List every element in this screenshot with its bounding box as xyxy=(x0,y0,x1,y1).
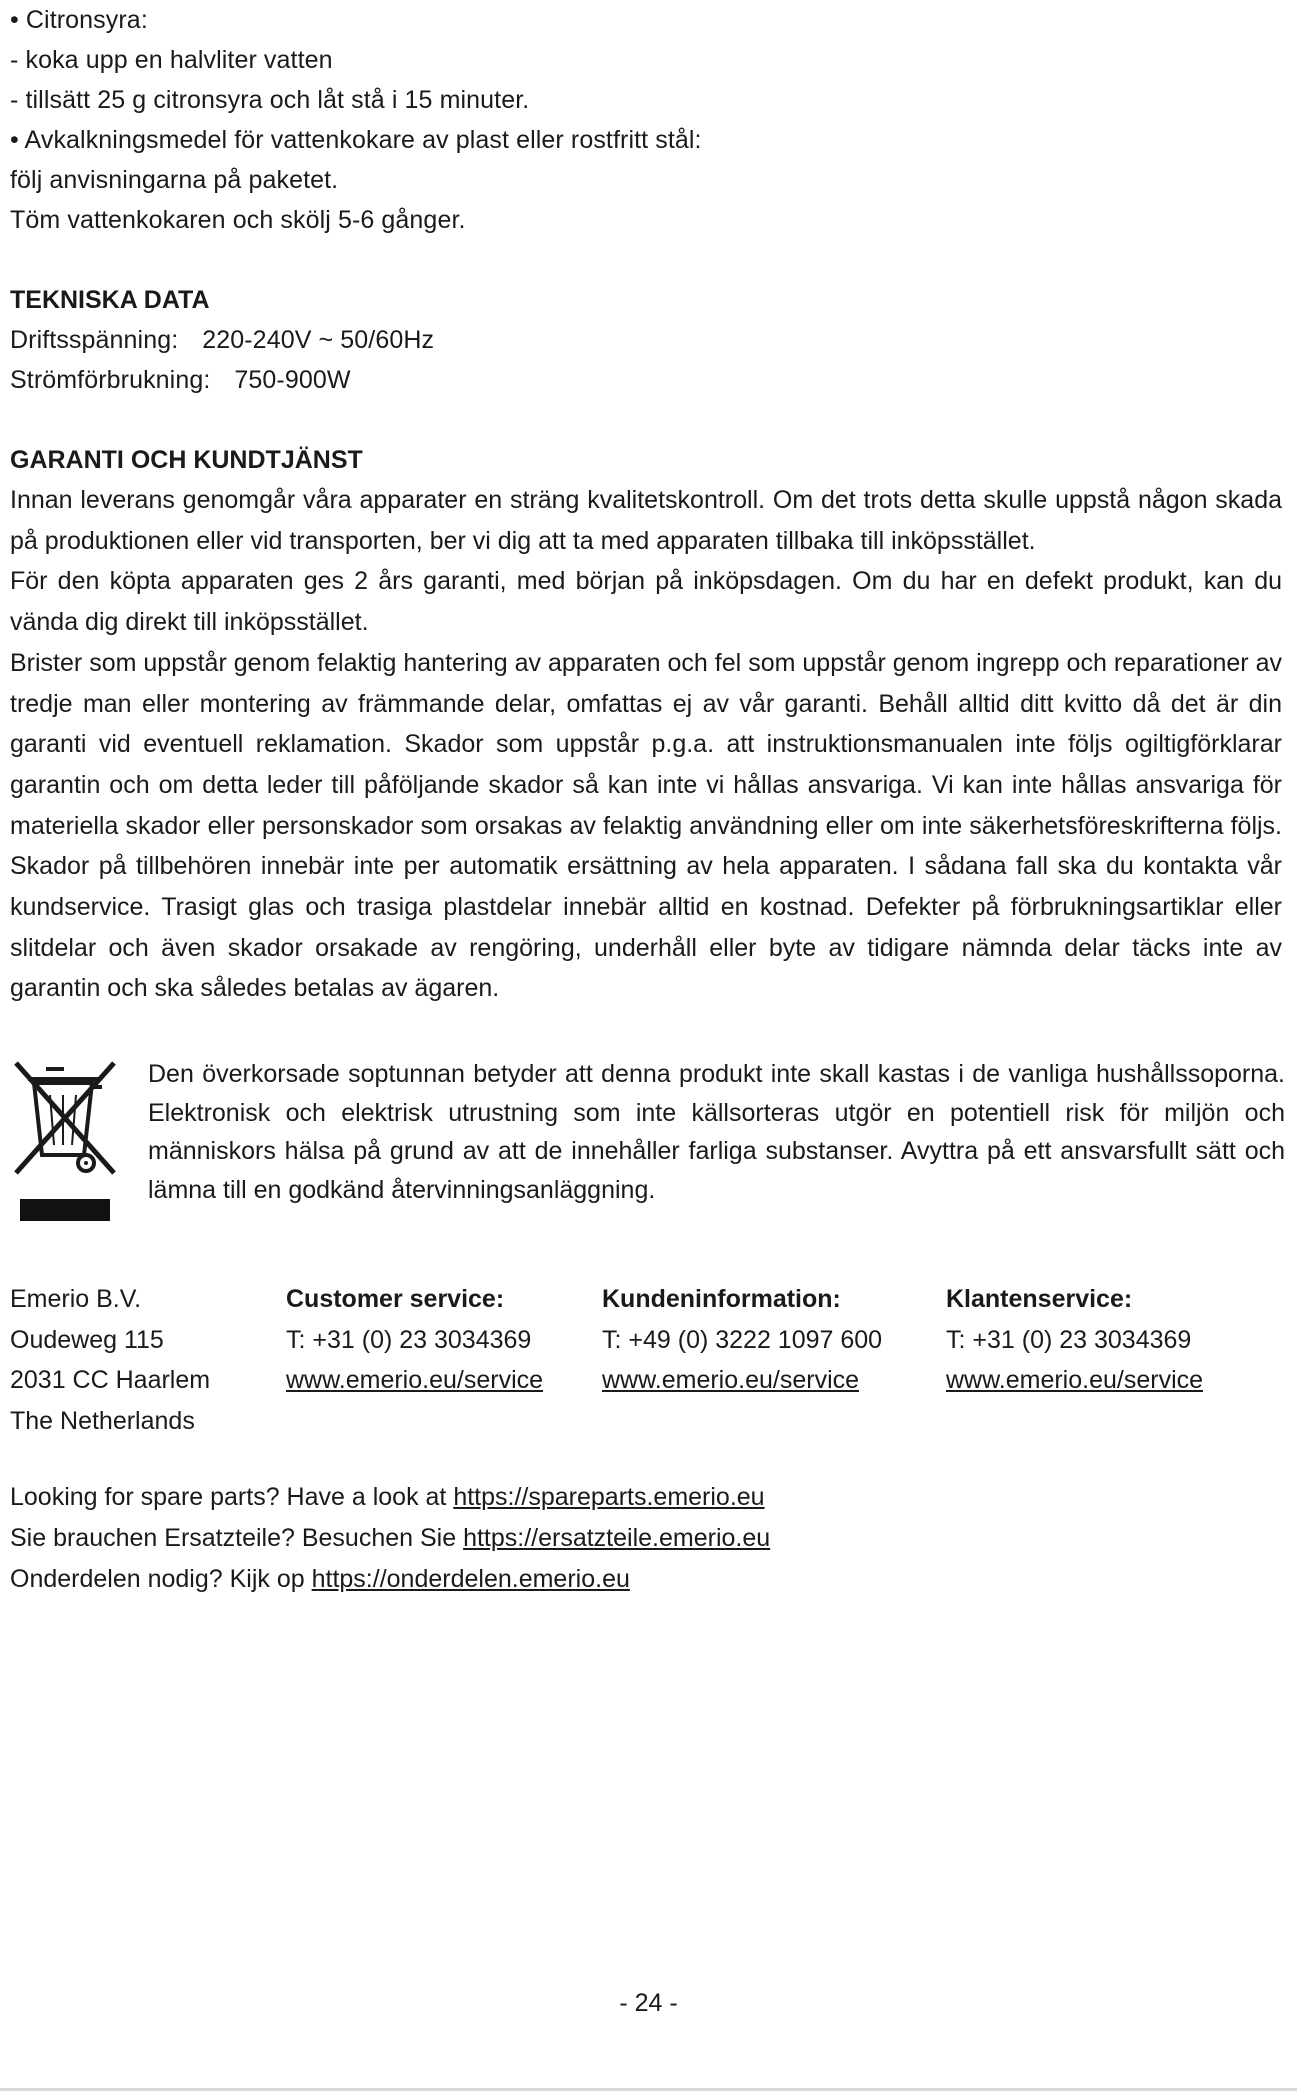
warranty-paragraph-2: För den köpta apparaten ges 2 års garanti, med början på inköpsdagen. Om du har en defekt produkt, kan du vända dig direkt till inköpsstället. xyxy=(10,567,1282,637)
spare-parts-section xyxy=(10,1477,1285,1600)
company-name: Emerio B.V. xyxy=(10,1285,142,1314)
spacer xyxy=(10,240,1285,280)
contact-grid xyxy=(10,1279,1285,1441)
voltage-label: Driftsspänning: xyxy=(10,326,179,354)
voltage-value: 220-240V ~ 50/60Hz xyxy=(202,326,435,354)
voltage-row xyxy=(10,320,1285,360)
warranty-section xyxy=(10,440,1285,1009)
weee-text: Den överkorsade soptunnan betyder att denna produkt inte skall kastas i de vanliga hushållssoporna. Elektronisk och elektrisk utrustning som inte källsorteras utgör en potentiell risk för miljön och människors hälsa på grund av att de innehåller farliga substanser. Avyttra på ett ansvarsfullt sätt och lämna till en godkänd återvinningsanläggning. xyxy=(148,1060,1285,1204)
kundeninformation-title: Kundeninformation: xyxy=(602,1285,841,1314)
klantenservice-link[interactable]: www.emerio.eu/service xyxy=(946,1366,1204,1395)
customer-service-column xyxy=(286,1279,602,1441)
kundeninformation-column xyxy=(602,1279,946,1441)
customer-service-title: Customer service: xyxy=(286,1285,505,1314)
descaling-line: • Avkalkningsmedel för vattenkokare av plast eller rostfritt stål: xyxy=(10,126,702,154)
power-label: Strömförbrukning: xyxy=(10,366,211,394)
bottom-divider xyxy=(0,2088,1297,2091)
descaling-line: • Citronsyra: xyxy=(10,6,148,34)
descaling-section xyxy=(10,0,1285,240)
weee-notice xyxy=(10,1055,1285,1227)
company-city: 2031 CC Haarlem xyxy=(10,1366,211,1395)
warranty-paragraph-1: Innan leverans genomgår våra apparater en sträng kvalitetskontroll. Om det trots detta skulle uppstå någon skada på produktionen eller vid transporten, ber vi dig att ta med apparaten tillbaka till inköpsstället. xyxy=(10,486,1282,555)
spare-parts-en-link[interactable]: https://spareparts.emerio.eu xyxy=(453,1483,765,1512)
technical-data-section xyxy=(10,280,1285,400)
descaling-line: följ anvisningarna på paketet. xyxy=(10,166,339,194)
descaling-line: - koka upp en halvliter vatten xyxy=(10,46,333,74)
descaling-line: Töm vattenkokaren och skölj 5-6 gånger. xyxy=(10,206,466,234)
klantenservice-title: Klantenservice: xyxy=(946,1285,1133,1314)
spare-parts-nl xyxy=(10,1559,1285,1600)
klantenservice-column xyxy=(946,1279,1286,1441)
spare-parts-nl-link[interactable]: https://onderdelen.emerio.eu xyxy=(311,1565,630,1594)
company-address xyxy=(10,1279,286,1441)
customer-service-phone: T: +31 (0) 23 3034369 xyxy=(286,1325,532,1354)
spare-parts-en-text: Looking for spare parts? Have a look at xyxy=(10,1483,454,1512)
spare-parts-de-text: Sie brauchen Ersatzteile? Besuchen Sie xyxy=(10,1524,464,1553)
warranty-heading: GARANTI OCH KUNDTJÄNST xyxy=(10,446,363,474)
klantenservice-phone: T: +31 (0) 23 3034369 xyxy=(946,1325,1192,1354)
spare-parts-de-link[interactable]: https://ersatzteile.emerio.eu xyxy=(463,1524,771,1553)
kundeninformation-link[interactable]: www.emerio.eu/service xyxy=(602,1366,860,1395)
crossed-out-wheelie-bin-icon xyxy=(10,1055,120,1227)
spacer xyxy=(10,400,1285,440)
spare-parts-en xyxy=(10,1477,1285,1518)
technical-data-heading: TEKNISKA DATA xyxy=(10,286,210,314)
company-country: The Netherlands xyxy=(10,1406,195,1435)
power-value: 750-900W xyxy=(234,366,351,394)
descaling-line: - tillsätt 25 g citronsyra och låt stå i 15 minuter. xyxy=(10,86,530,114)
kundeninformation-phone: T: +49 (0) 3222 1097 600 xyxy=(602,1325,883,1354)
spare-parts-nl-text: Onderdelen nodig? Kijk op xyxy=(10,1565,312,1594)
power-row xyxy=(10,360,1285,400)
spare-parts-de xyxy=(10,1518,1285,1559)
company-street: Oudeweg 115 xyxy=(10,1325,164,1354)
document-page xyxy=(10,0,1285,1600)
warranty-paragraph-3: Brister som uppstår genom felaktig hantering av apparaten och fel som uppstår genom ingrepp och reparationer av tredje man eller montering av främmande delar, omfattas ej av vår garanti. Behåll alltid ditt kvitto då det är din garanti vid eventuell reklamation. Skador som uppstår p.g.a. att instruktionsmanualen inte följs ogiltigförklarar garantin och om detta leder till påföljande skador så kan inte vi hållas ansvariga. Vi kan inte hållas ansvariga för materiella skador eller personskador som orsakas av felaktig användning eller om inte säkerhetsföreskrifterna följs. Skador på tillbehören innebär inte per automatik ersättning av hela apparaten. I sådana fall ska du kontakta vår kundservice. Trasigt glas och trasiga plastdelar innebär alltid en kostnad. Defekter på förbrukningsartiklar eller slitdelar och även skador orsakade av rengöring, underhåll eller byte av tidigare nämnda delar täcks inte av garantin och ska således betalas av ägaren. xyxy=(10,648,1282,1003)
customer-service-link[interactable]: www.emerio.eu/service xyxy=(286,1366,544,1395)
page-number: - 24 - xyxy=(619,1989,678,2017)
